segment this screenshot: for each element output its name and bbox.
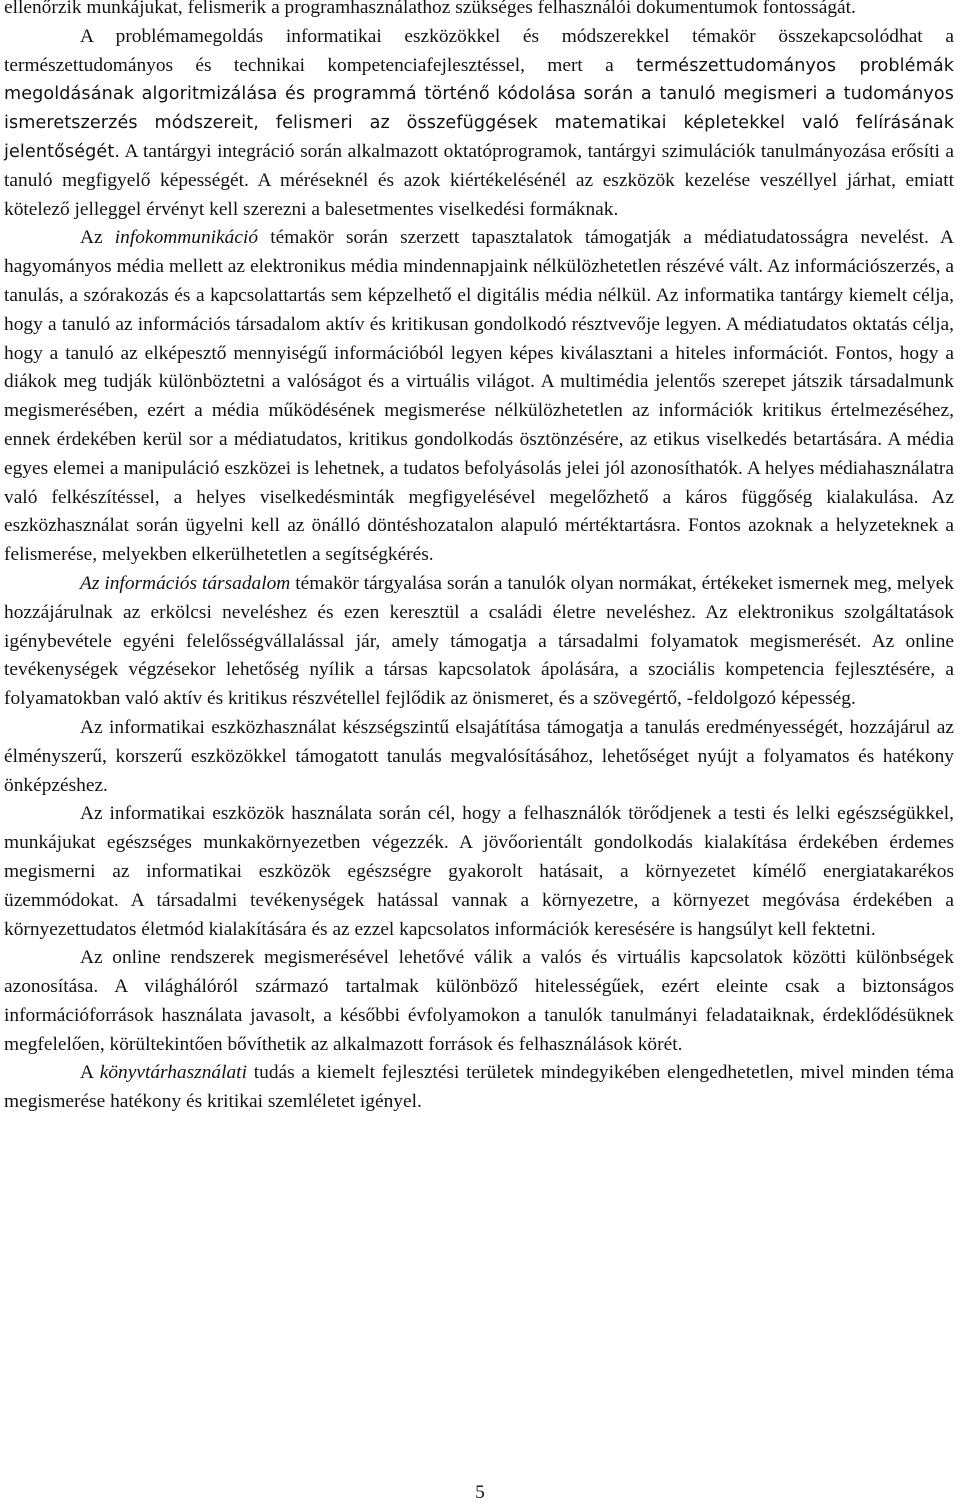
paragraph-1 — [4, 0, 954, 23]
paragraph-5-text: Az informatikai eszközhasználat készségszintű elsajátítása támogatja a tanulás eredményességét, hozzájárul az élményszerű, korszerű eszközökkel támogatott tanulás megvalósításához, lehetőséget nyújt a folyamatos és hatékony önképzéshez. — [4, 716, 954, 796]
paragraph-3-post: témakör során szerzett tapasztalatok támogatják a médiatudatosságra nevelést. A hagyományos média mellett az elektronikus média mindennapjaink nélkülözhetetlen részévé vált. Az információszerzés, a tanulás, a szórakozás és a kapcsolattartás sem képzelhető el digitális média nélkül. Az informatika tantárgy kiemelt célja, hogy a tanuló az információs társadalom aktív és kritikusan gondolkodó résztvevője legyen. A médiatudatos oktatás célja, hogy a tanuló az elképesztő mennyiségű információból legyen képes kiválasztani a hiteles információt. Fontos, hogy a diákok meg tudják különböztetni a valóságot és a virtuális világot. A multimédia jelentős szerepet játszik társadalmunk megismerésében, ezért a média működésének megismerése nélkülözhetetlen az információk kritikus értelmezéséhez, ennek érdekében kerül sor a médiatudatos, kritikus gondolkodás ösztönzésére, az etikus viselkedés betartására. A média egyes elemei a manipuláció eszközei is lehetnek, a tudatos befolyásolás jelei jól azonosíthatók. A helyes médiahasználatra való felkészítéssel, a helyes viselkedésminták megfigyelésével megelőzhető a káros függőség kialakulása. Az eszközhasználat során ügyelni kell az önálló döntéshozatalon alapuló mértéktartásra. Fontos azoknak a helyzeteknek a felismerése, melyekben elkerülhetetlen a segítségkérés. — [4, 227, 954, 566]
paragraph-8 — [4, 1059, 954, 1117]
paragraph-7 — [4, 944, 954, 1059]
paragraph-8-pre: A — [80, 1062, 100, 1084]
paragraph-8-post: tudás a kiemelt fejlesztési területek mindegyikében elengedhetetlen, mivel minden téma megismerése hatékony és kritikai szemléletet igényel. — [4, 1062, 954, 1113]
paragraph-7-text: Az online rendszerek megismerésével lehetővé válik a valós és virtuális kapcsolatok közötti különbségek azonosítása. A világhálóról származó tartalmak különböző hitelességűek, ezért eleinte csak a biztonságos információforrások használata javasolt, a későbbi évfolyamokon a tanulók tanulmányi feladataiknak, érdeklődésüknek megfelelően, körültekintően bővíthetik az alkalmazott források és felhasználások körét. — [4, 947, 954, 1055]
paragraph-2-text-b: természettudományos problémák megoldásának algoritmizálása és programmá történő kódolása során a tanuló megismeri a tudományos ismeretszerzés módszereit, felismeri az összefüggések matematikai képletekkel való felírásának jelentőségét. — [4, 55, 954, 162]
paragraph-4-emphasis: Az információs társadalom — [80, 572, 291, 594]
paragraph-2-text-a: A problémamegoldás informatikai eszközökkel és módszerekkel témakör összekapcsolódhat a természettudományos és technikai kompetenciafejlesztéssel, mert a — [4, 25, 954, 76]
page-number: 5 — [475, 1482, 485, 1503]
paragraph-5 — [4, 714, 954, 800]
document-page — [4, 0, 954, 1117]
paragraph-2-text-d: A méréseknél és azok kiértékelésénél az eszközök kezelése veszéllyel járhat, emiatt kötelező jelleggel érvényt kell szerezni a balesetmentes viselkedési formáknak. — [4, 169, 954, 220]
paragraph-2-text-c: A tantárgyi integráció során alkalmazott oktatóprogramok, tantárgyi szimulációk tanulmányozása erősíti a tanuló megfigyelő képességét. — [4, 140, 954, 191]
paragraph-4 — [4, 570, 954, 714]
paragraph-6 — [4, 800, 954, 944]
paragraph-6-text: Az informatikai eszközök használata során cél, hogy a felhasználók törődjenek a testi és lelki egészségükkel, munkájukat egészséges munkakörnyezetben végezzék. A jövőorientált gondolkodás kialakítása érdekében érdemes megismerni az informatikai eszközök egészségre gyakorolt hatásait, a környezetet kímélő energiatakarékos üzemmódokat. A társadalmi tevékenységek hatással vannak a környezetre, a környezet megóvása érdekében a környezettudatos életmód kialakítására és az ezzel kapcsolatos információk keresésére is hangsúlyt kell fektetni. — [4, 803, 954, 940]
paragraph-3-emphasis: infokommunikáció — [114, 227, 259, 249]
paragraph-2 — [4, 23, 954, 225]
paragraph-3 — [4, 224, 954, 570]
paragraph-1-text: ellenőrzik munkájukat, felismerik a programhasználathoz szükséges felhasználói dokumentumok fontosságát. — [4, 0, 856, 18]
paragraph-8-emphasis: könyvtárhasználati — [99, 1062, 247, 1084]
paragraph-3-pre: Az — [80, 227, 115, 249]
paragraph-4-post: témakör tárgyalása során a tanulók olyan normákat, értékeket ismernek meg, melyek hozzájárulnak az erkölcsi neveléshez és ezen keresztül a családi életre neveléshez. Az elektronikus szolgáltatások igénybevétele egyéni felelősségvállalással jár, amely támogatja a társadalmi folyamatok megismerését. Az online tevékenységek végzésekor lehetőség nyílik a társas kapcsolatok ápolására, a szociális kompetencia fejlesztésére, a folyamatokban való aktív és kritikus részvétellel fejlődik az önismeret, és a szövegértő, -feldolgozó képesség. — [4, 572, 954, 710]
